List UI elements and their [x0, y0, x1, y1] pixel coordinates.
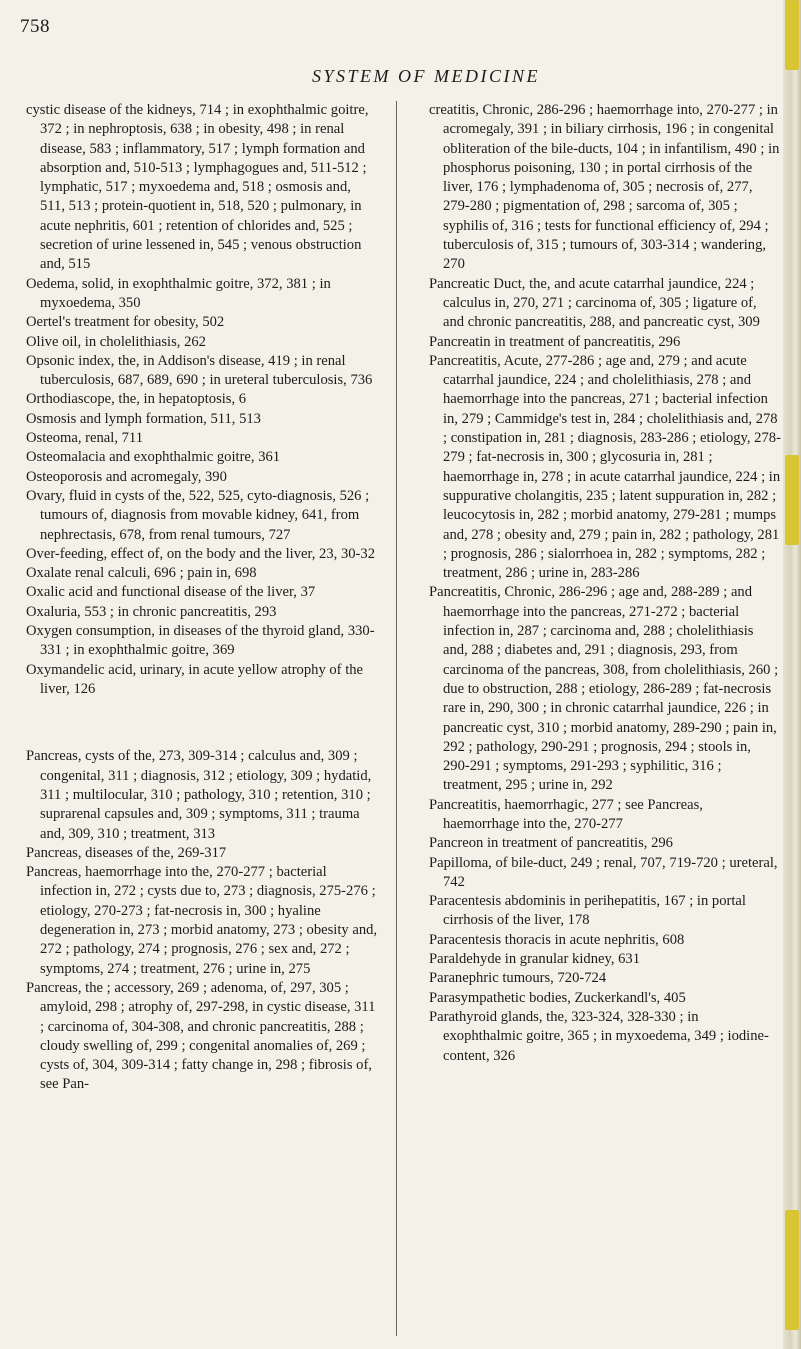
index-entry: Parathyroid glands, the, 323-324, 328-330 ; in exophthalmic goitre, 365 ; in myxoedema, 349 ; iodine-content, 326	[429, 1008, 769, 1064]
index-column-left	[26, 101, 378, 1095]
index-entry: Opsonic index, the, in Addison's disease, 419 ; in renal tuberculosis, 687, 689, 690 ; in ureteral tuberculosis, 736	[26, 352, 373, 389]
index-entry: Osteoporosis and acromegaly, 390	[26, 468, 227, 485]
index-entry: Pancreas, haemorrhage into the, 270-277 ; bacterial infection in, 272 ; cysts due to, 273 ; diagnosis, 275-276 ; etiology, 270-273 ; fat-necrosis in, 300 ; hyaline degeneration in, 273 ; morbid anatomy, 273 ; obesity and, 272 ; pathology, 274 ; prognosis, 276 ; sex and, 272 ; symptoms, 274 ; treatment, 276 ; urine in, 275	[26, 864, 378, 977]
index-entry: Oedema, solid, in exophthalmic goitre, 372, 381 ; in myxoedema, 350	[26, 275, 331, 311]
index-entry: Osteoma, renal, 711	[26, 430, 143, 447]
index-entry: Oertel's treatment for obesity, 502	[26, 314, 225, 331]
entry-gap	[26, 714, 378, 733]
index-entry: Ovary, fluid in cysts of the, 522, 525, cyto-diagnosis, 526 ; tumours of, diagnosis from movable kidney, 641, from nephrectasis, 678, from renal tumours, 727	[26, 487, 370, 543]
index-entry: Pancreas, the ; accessory, 269 ; adenoma, of, 297, 305 ; amyloid, 298 ; atrophy of, 297-298, in cystic disease, 311 ; carcinoma of, 304-308, and chronic pancreatitis, 288 ; cloudy swelling of, 299 ; congenital anomalies of, 269 ; cysts of, 304, 309-314 ; fatty change in, 298 ; fibrosis of, see Pan-	[26, 979, 376, 1093]
index-entry: cystic disease of the kidneys, 714 ; in exophthalmic goitre, 372 ; in nephroptosis, 638 ; in obesity, 498 ; in renal disease, 583 ; inflammatory, 517 ; lymph formation and absorption and, 510-513 ; lymphagogues and, 511-512 ; lymphatic, 517 ; myxoedema and, 518 ; osmosis and, 511, 513 ; protein-quotient in, 518, 520 ; pulmonary, in acute nephritis, 601 ; retention of chlorides and, 525 ; secretion of urine lessened in, 545 ; venous obstruction and, 515	[26, 102, 369, 273]
index-entry: Pancreas, cysts of the, 273, 309-314 ; calculus and, 309 ; congenital, 311 ; diagnosis, 312 ; etiology, 309 ; hydatid, 311 ; multilocular, 310 ; pathology, 310 ; retention, 310 ; suprarenal capsules and, 309 ; symptoms, 311 ; trauma and, 309, 310 ; treatment, 313	[26, 748, 372, 842]
index-entry: creatitis, Chronic, 286-296 ; haemorrhage into, 270-277 ; in acromegaly, 391 ; in biliary cirrhosis, 196 ; in congenital obliteration of the bile-ducts, 104 ; in infantilism, 490 ; in phosphorus poisoning, 130 ; in portal cirrhosis of the liver, 176 ; lymphadenoma of, 305 ; necrosis of, 277, 279-280 ; pigmentation of, 298 ; sarcoma of, 305 ; syphilis of, 316 ; tests for functional efficiency of, 294 ; tuberculosis of, 315 ; tumours of, 303-314 ; wandering, 270	[429, 102, 780, 273]
yellow-tab	[785, 0, 799, 70]
index-column-right	[429, 101, 781, 1066]
index-entry: Parasympathetic bodies, Zuckerkandl's, 405	[429, 989, 686, 1006]
column-divider	[396, 101, 397, 1336]
yellow-tab	[785, 1210, 799, 1330]
page-edge	[783, 0, 801, 1349]
index-entry: Oxalic acid and functional disease of the liver, 37	[26, 584, 316, 601]
index-entry: Pancreatitis, haemorrhagic, 277 ; see Pancreas, haemorrhage into the, 270-277	[429, 796, 703, 832]
index-entry: Oxalate renal calculi, 696 ; pain in, 698	[26, 565, 257, 582]
index-entry: Osmosis and lymph formation, 511, 513	[26, 410, 261, 427]
index-entry: Paraldehyde in granular kidney, 631	[429, 951, 641, 968]
index-entry: Pancreon in treatment of pancreatitis, 296	[429, 835, 673, 852]
index-entry: Papilloma, of bile-duct, 249 ; renal, 707, 719-720 ; ureteral, 742	[429, 854, 778, 890]
page-number: 758	[20, 16, 50, 37]
yellow-tab	[785, 455, 799, 545]
index-entry: Pancreatin in treatment of pancreatitis, 296	[429, 333, 681, 350]
index-entry: Pancreatic Duct, the, and acute catarrhal jaundice, 224 ; calculus in, 270, 271 ; carcinoma of, 305 ; ligature of, and chronic pancreatitis, 288, and pancreatic cyst, 309	[429, 275, 760, 331]
index-entry: Paracentesis abdominis in perihepatitis, 167 ; in portal cirrhosis of the liver, 178	[429, 893, 746, 929]
index-entry: Pancreatitis, Acute, 277-286 ; age and, 279 ; and acute catarrhal jaundice, 224 ; and cholelithiasis, 278 ; and haemorrhage into the pancreas, 271 ; bacterial infection in, 279 ; Cammidge's test in, 284 ; cholelithiasis and, 278 ; constipation in, 281 ; diagnosis, 283-286 ; etiology, 278-279 ; fat-necrosis in, 300 ; glycosuria in, 281 ; haemorrhage in, 278 ; in acute catarrhal jaundice, 224 ; in suppurative cholangitis, 235 ; latent suppuration in, 282 ; leucocytosis in, 282 ; morbid anatomy, 279-281 ; mumps and, 278 ; obesity and, 279 ; pain in, 282 ; pathology, 281 ; prognosis, 286 ; sialorrhoea in, 282 ; symptoms, 282 ; treatment, 286 ; urine in, 283-286	[429, 352, 781, 582]
index-entry: Pancreas, diseases of the, 269-317	[26, 844, 227, 861]
index-entry: Oxygen consumption, in diseases of the thyroid gland, 330-331 ; in exophthalmic goitre, 369	[26, 623, 375, 659]
index-entry: Paracentesis thoracis in acute nephritis, 608	[429, 931, 685, 948]
running-head: SYSTEM OF MEDICINE	[312, 66, 540, 86]
index-entry: Orthodiascope, the, in hepatoptosis, 6	[26, 391, 247, 408]
index-entry: Olive oil, in cholelithiasis, 262	[26, 333, 206, 350]
index-entry: Osteomalacia and exophthalmic goitre, 361	[26, 449, 281, 466]
index-entry: Pancreatitis, Chronic, 286-296 ; age and, 288-289 ; and haemorrhage into the pancreas, 271-272 ; bacterial infection in, 287 ; carcinoma and, 288 ; cholelithiasis and, 288 ; diabetes and, 291 ; diagnosis, 293, from carcinoma of the pancreas, 308, from cholelithiasis, 260 ; due to obstruction, 288 ; etiology, 286-289 ; fat-necrosis rare in, 290, 300 ; in chronic catarrhal jaundice, 226 ; in pancreatic cyst, 310 ; morbid anatomy, 289-290 ; pain in, 292 ; pathology, 290-291 ; prognosis, 294 ; stools in, 290-291 ; symptoms, 291-293 ; syphilitic, 316 ; treatment, 295 ; urine in, 292	[429, 584, 779, 794]
index-entry: Oxymandelic acid, urinary, in acute yellow atrophy of the liver, 126	[26, 661, 364, 697]
index-entry: Oxaluria, 553 ; in chronic pancreatitis, 293	[26, 603, 277, 620]
index-entry: Paranephric tumours, 720-724	[429, 970, 607, 987]
index-entry: Over-feeding, effect of, on the body and the liver, 23, 30-32	[26, 545, 375, 562]
